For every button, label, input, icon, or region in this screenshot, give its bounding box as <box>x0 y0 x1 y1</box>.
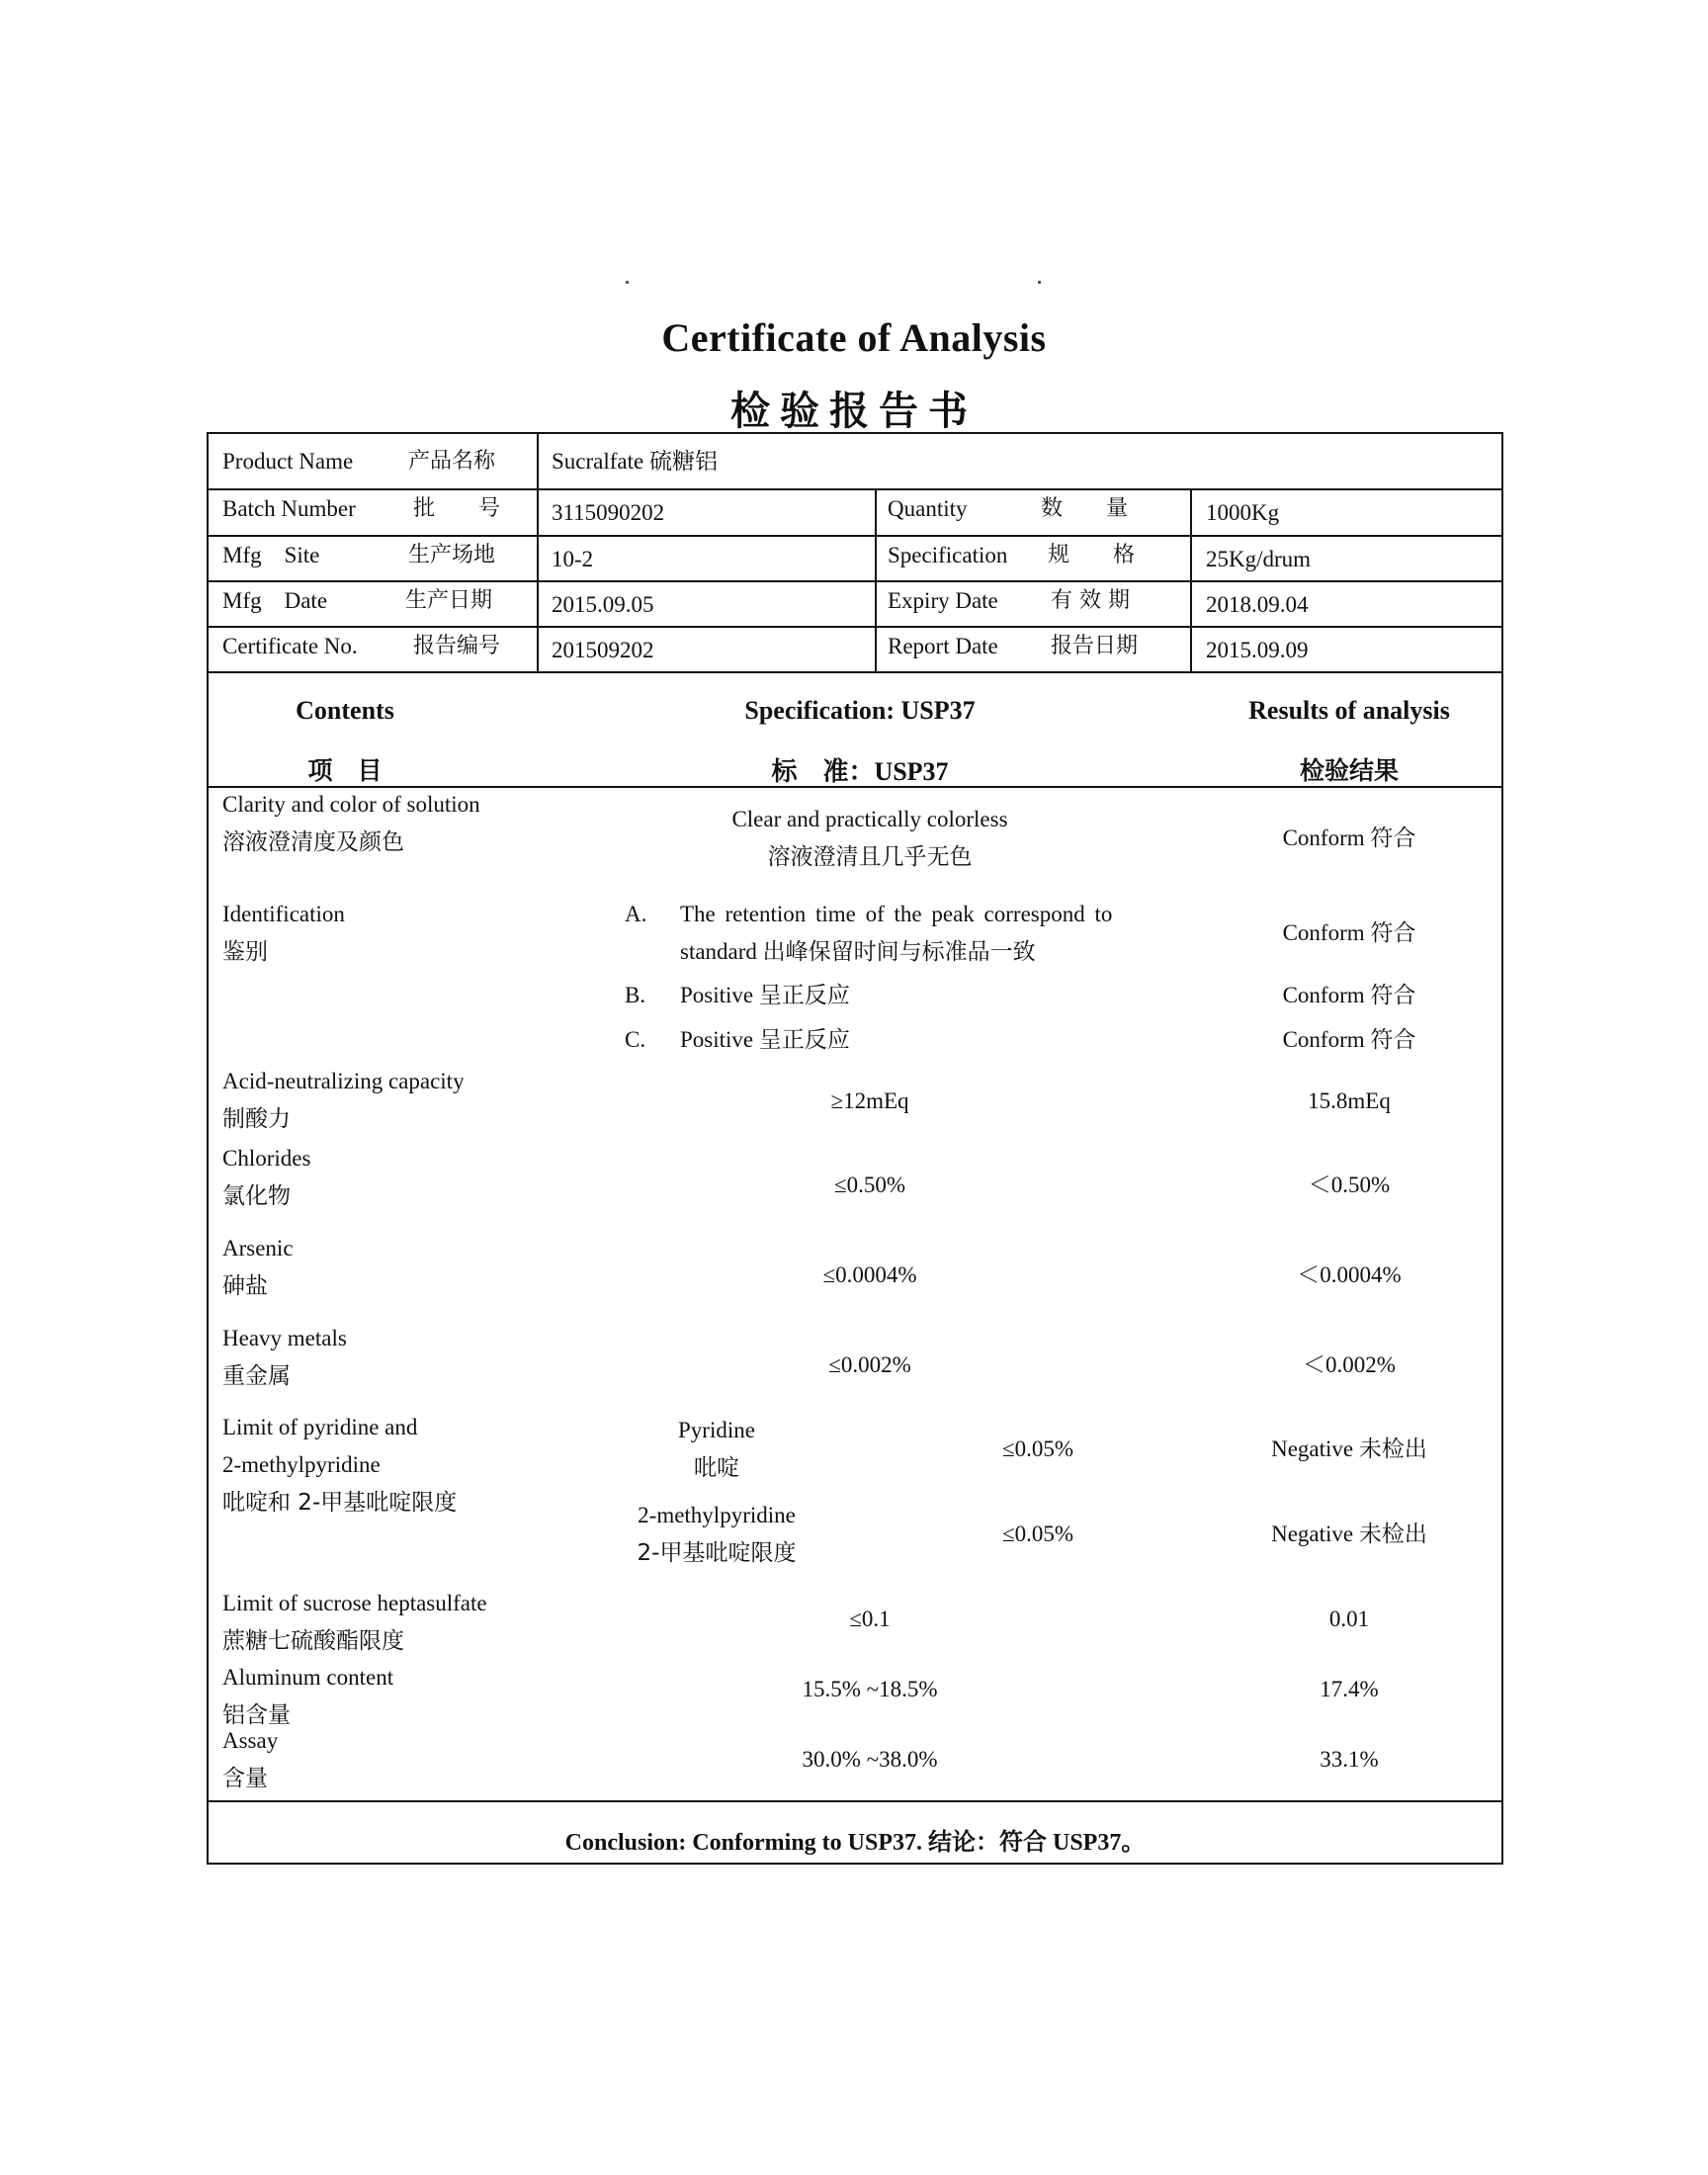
contents-heading-cn: 项 目 <box>307 756 383 785</box>
page-mark-left <box>626 281 629 284</box>
rule <box>537 432 539 671</box>
rule <box>207 535 1503 537</box>
document-title: Certificate of Analysis <box>661 315 1047 360</box>
pyridine-sub1-result: Negative 未检出 <box>1271 1436 1427 1461</box>
mfg-date-label: Mfg Date <box>222 588 328 613</box>
heavy-metals-spec: ≤0.002% <box>828 1352 911 1377</box>
quantity-value: 1000Kg <box>1206 500 1280 525</box>
chlorides-result: ＜0.50% <box>1308 1173 1391 1197</box>
pyridine-item-line1: Limit of pyridine and <box>222 1415 418 1439</box>
specification-label: Specification <box>888 543 1008 567</box>
assay-item: Assay <box>222 1728 279 1753</box>
arsenic-spec: ≤0.0004% <box>822 1262 917 1287</box>
ident-b-letter: B. <box>625 983 646 1007</box>
acid-item: Acid-neutralizing capacity <box>222 1069 465 1093</box>
mfg-date-value: 2015.09.05 <box>552 592 654 617</box>
pyridine-sub1-cn: 吡啶 <box>694 1455 739 1481</box>
sucrose-result: 0.01 <box>1328 1607 1370 1631</box>
product-name-label: Product Name <box>222 449 354 474</box>
acid-item-cn: 制酸力 <box>222 1106 291 1132</box>
ident-b-result: Conform 符合 <box>1282 983 1416 1007</box>
aluminum-item: Aluminum content <box>222 1665 394 1690</box>
pyridine-sub2: 2-methylpyridine <box>638 1503 796 1527</box>
mfg-site-label: Mfg Site <box>222 543 320 567</box>
ident-c-letter: C. <box>625 1027 646 1052</box>
pyridine-item-cn: 吡啶和 2-甲基吡啶限度 <box>222 1490 458 1516</box>
clarity-spec: Clear and practically colorless <box>731 807 1008 831</box>
aluminum-result: 17.4% <box>1320 1677 1379 1701</box>
rule <box>207 580 1503 582</box>
page-mark-right <box>1038 281 1041 284</box>
arsenic-item: Arsenic <box>222 1236 294 1261</box>
assay-spec: 30.0% ~38.0% <box>802 1747 938 1772</box>
mfg-site-value: 10-2 <box>552 547 594 571</box>
rule <box>207 1800 1503 1802</box>
report-date-label: Report Date <box>888 634 998 658</box>
chlorides-item-cn: 氯化物 <box>222 1183 291 1209</box>
pyridine-sub2-result: Negative 未检出 <box>1271 1522 1427 1546</box>
identification-item-cn: 鉴别 <box>222 939 268 965</box>
rule <box>207 488 1503 490</box>
assay-result: 33.1% <box>1320 1747 1379 1772</box>
mfg-site-label-cn: 生产场地 <box>408 543 496 567</box>
pyridine-sub2-spec: ≤0.05% <box>1001 1522 1074 1546</box>
expiry-date-label-cn: 有 效 期 <box>1051 588 1130 613</box>
quantity-label-cn: 数 量 <box>1041 496 1129 521</box>
specification-heading: Specification: USP37 <box>744 696 976 725</box>
acid-result: 15.8mEq <box>1308 1088 1391 1113</box>
product-name-value: Sucralfate 硫糖铝 <box>552 449 718 474</box>
certificate-no-label: Certificate No. <box>222 634 358 658</box>
certificate-no-label-cn: 报告编号 <box>413 634 501 658</box>
pyridine-item-line2: 2-methylpyridine <box>222 1452 381 1477</box>
ident-c-text: Positive 呈正反应 <box>680 1027 850 1052</box>
ident-b-text: Positive 呈正反应 <box>680 983 850 1007</box>
clarity-item: Clarity and color of solution <box>222 792 480 817</box>
report-date-value: 2015.09.09 <box>1206 638 1309 662</box>
sucrose-spec: ≤0.1 <box>849 1607 891 1631</box>
pyridine-sub2-cn: 2-甲基吡啶限度 <box>637 1540 797 1566</box>
product-name-label-cn: 产品名称 <box>408 449 496 474</box>
aluminum-spec: 15.5% ~18.5% <box>802 1677 938 1701</box>
specification-label-cn: 规 格 <box>1048 543 1136 567</box>
identification-item: Identification <box>222 902 345 926</box>
chlorides-spec: ≤0.50% <box>833 1173 906 1197</box>
acid-spec: ≥12mEq <box>830 1088 909 1113</box>
ident-a-line2: standard 出峰保留时间与标准品一致 <box>680 939 1036 964</box>
heavy-metals-result: ＜0.002% <box>1303 1352 1396 1377</box>
report-date-label-cn: 报告日期 <box>1051 634 1139 658</box>
rule <box>875 488 877 671</box>
assay-item-cn: 含量 <box>222 1766 268 1791</box>
pyridine-sub1-spec: ≤0.05% <box>1001 1436 1074 1461</box>
aluminum-item-cn: 铝含量 <box>222 1702 291 1728</box>
clarity-spec-cn: 溶液澄清且几乎无色 <box>767 844 973 870</box>
heavy-metals-item-cn: 重金属 <box>222 1363 291 1389</box>
arsenic-result: ＜0.0004% <box>1297 1262 1402 1287</box>
ident-a-letter: A. <box>625 902 647 926</box>
pyridine-sub1: Pyridine <box>678 1418 755 1442</box>
quantity-label: Quantity <box>888 496 968 521</box>
contents-heading: Contents <box>296 696 394 725</box>
expiry-date-label: Expiry Date <box>888 588 998 613</box>
rule <box>1190 488 1192 671</box>
rule <box>207 626 1503 628</box>
clarity-result: Conform 符合 <box>1282 826 1416 850</box>
ident-a-line1: The retention time of the peak correspond to <box>680 902 1113 926</box>
batch-number-label: Batch Number <box>222 496 356 521</box>
arsenic-item-cn: 砷盐 <box>222 1273 268 1299</box>
document-title-cn: 检验报告书 <box>730 389 978 434</box>
specification-value: 25Kg/drum <box>1206 547 1312 571</box>
rule <box>207 671 1503 673</box>
results-heading: Results of analysis <box>1248 696 1450 725</box>
sucrose-item: Limit of sucrose heptasulfate <box>222 1591 487 1615</box>
certificate-no-value: 201509202 <box>552 638 654 662</box>
expiry-date-value: 2018.09.04 <box>1206 592 1309 617</box>
heavy-metals-item: Heavy metals <box>222 1326 347 1350</box>
ident-c-result: Conform 符合 <box>1282 1027 1416 1052</box>
results-heading-cn: 检验结果 <box>1299 756 1399 785</box>
sucrose-item-cn: 蔗糖七硫酸酯限度 <box>222 1628 404 1654</box>
batch-number-value: 3115090202 <box>552 500 665 525</box>
clarity-item-cn: 溶液澄清度及颜色 <box>222 829 404 855</box>
conclusion: Conclusion: Conforming to USP37. 结论：符合 USP37。 <box>564 1830 1146 1856</box>
ident-a-result: Conform 符合 <box>1282 920 1416 945</box>
batch-number-label-cn: 批 号 <box>413 496 501 521</box>
mfg-date-label-cn: 生产日期 <box>405 588 493 613</box>
chlorides-item: Chlorides <box>222 1146 311 1171</box>
specification-heading-cn: 标 准：USP37 <box>771 757 949 786</box>
